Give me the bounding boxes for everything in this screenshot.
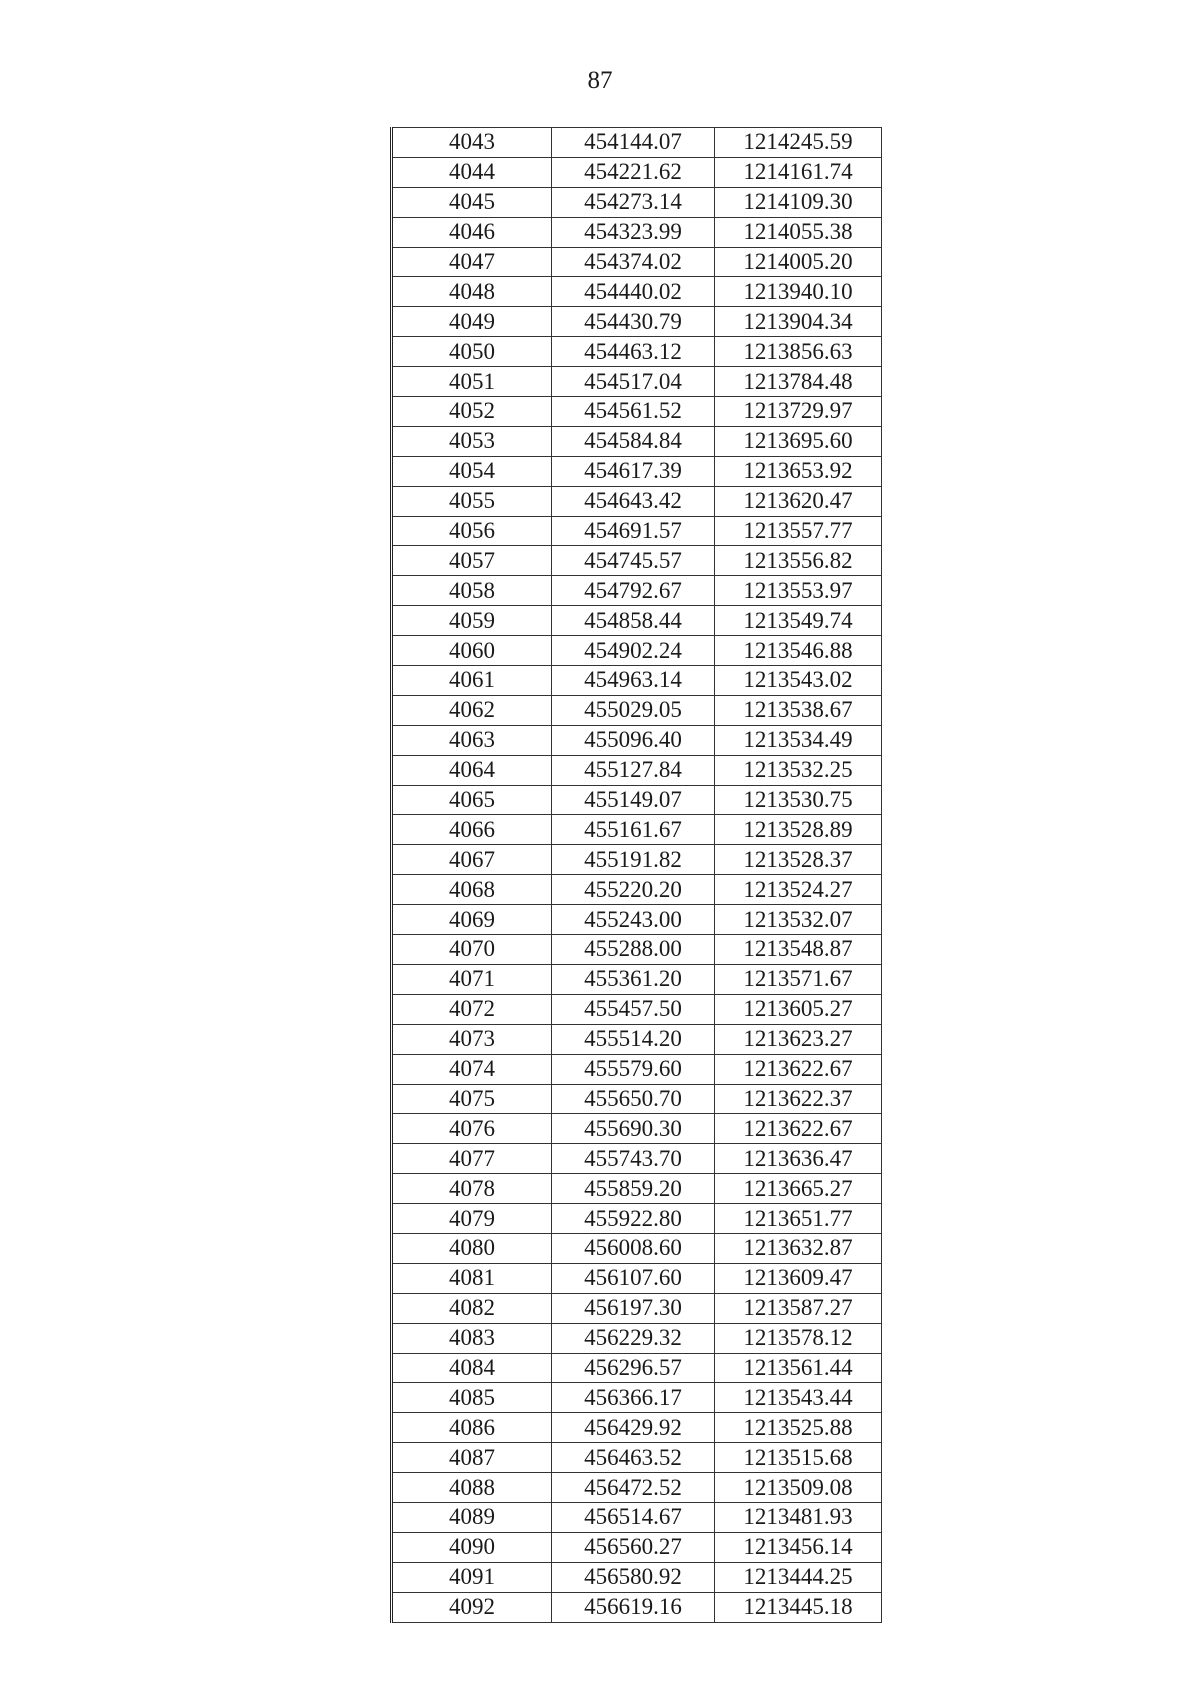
x-coordinate-cell: 455859.20 xyxy=(552,1174,715,1204)
table-row xyxy=(392,1054,882,1084)
page-number: 87 xyxy=(587,67,613,94)
x-coordinate-cell: 455161.67 xyxy=(552,815,715,845)
y-coordinate-cell: 1213532.25 xyxy=(715,755,882,785)
x-coordinate-cell: 455579.60 xyxy=(552,1054,715,1084)
table-row xyxy=(392,1592,882,1622)
point-number-cell: 4090 xyxy=(392,1532,552,1562)
point-number-cell: 4081 xyxy=(392,1263,552,1293)
y-coordinate-cell: 1214161.74 xyxy=(715,157,882,187)
table-row xyxy=(392,576,882,606)
y-coordinate-cell: 1213557.77 xyxy=(715,516,882,546)
table-row xyxy=(392,875,882,905)
table-row xyxy=(392,307,882,337)
y-coordinate-cell: 1213528.89 xyxy=(715,815,882,845)
point-number-cell: 4076 xyxy=(392,1114,552,1144)
y-coordinate-cell: 1213609.47 xyxy=(715,1263,882,1293)
x-coordinate-cell: 455220.20 xyxy=(552,875,715,905)
x-coordinate-cell: 455514.20 xyxy=(552,1024,715,1054)
point-number-cell: 4075 xyxy=(392,1084,552,1114)
table-row xyxy=(392,636,882,666)
x-coordinate-cell: 454221.62 xyxy=(552,157,715,187)
point-number-cell: 4064 xyxy=(392,755,552,785)
x-coordinate-cell: 455127.84 xyxy=(552,755,715,785)
x-coordinate-cell: 455191.82 xyxy=(552,845,715,875)
point-number-cell: 4068 xyxy=(392,875,552,905)
y-coordinate-cell: 1214005.20 xyxy=(715,247,882,277)
y-coordinate-cell: 1213632.87 xyxy=(715,1233,882,1263)
point-number-cell: 4080 xyxy=(392,1233,552,1263)
y-coordinate-cell: 1213534.49 xyxy=(715,725,882,755)
x-coordinate-cell: 455288.00 xyxy=(552,935,715,965)
table-row xyxy=(392,606,882,636)
x-coordinate-cell: 455690.30 xyxy=(552,1114,715,1144)
point-number-cell: 4071 xyxy=(392,964,552,994)
coordinates-table-body xyxy=(392,128,882,1623)
point-number-cell: 4063 xyxy=(392,725,552,755)
y-coordinate-cell: 1213548.87 xyxy=(715,935,882,965)
table-row xyxy=(392,1114,882,1144)
y-coordinate-cell: 1213445.18 xyxy=(715,1592,882,1622)
point-number-cell: 4070 xyxy=(392,935,552,965)
point-number-cell: 4053 xyxy=(392,426,552,456)
table-row xyxy=(392,157,882,187)
point-number-cell: 4058 xyxy=(392,576,552,606)
table-row xyxy=(392,1413,882,1443)
y-coordinate-cell: 1213578.12 xyxy=(715,1323,882,1353)
table-row xyxy=(392,1233,882,1263)
y-coordinate-cell: 1214109.30 xyxy=(715,187,882,217)
table-row xyxy=(392,1084,882,1114)
table-row xyxy=(392,666,882,696)
x-coordinate-cell: 456366.17 xyxy=(552,1383,715,1413)
point-number-cell: 4050 xyxy=(392,337,552,367)
x-coordinate-cell: 456429.92 xyxy=(552,1413,715,1443)
y-coordinate-cell: 1213528.37 xyxy=(715,845,882,875)
table-row xyxy=(392,725,882,755)
y-coordinate-cell: 1213665.27 xyxy=(715,1174,882,1204)
point-number-cell: 4045 xyxy=(392,187,552,217)
table-row xyxy=(392,1263,882,1293)
x-coordinate-cell: 454144.07 xyxy=(552,128,715,158)
y-coordinate-cell: 1213549.74 xyxy=(715,606,882,636)
point-number-cell: 4087 xyxy=(392,1443,552,1473)
point-number-cell: 4077 xyxy=(392,1144,552,1174)
table-row xyxy=(392,1562,882,1592)
x-coordinate-cell: 454273.14 xyxy=(552,187,715,217)
table-row xyxy=(392,845,882,875)
table-row xyxy=(392,1024,882,1054)
point-number-cell: 4092 xyxy=(392,1592,552,1622)
table-row xyxy=(392,935,882,965)
table-row xyxy=(392,128,882,158)
y-coordinate-cell: 1213605.27 xyxy=(715,994,882,1024)
point-number-cell: 4059 xyxy=(392,606,552,636)
point-number-cell: 4072 xyxy=(392,994,552,1024)
table-row xyxy=(392,546,882,576)
x-coordinate-cell: 454858.44 xyxy=(552,606,715,636)
x-coordinate-cell: 455743.70 xyxy=(552,1144,715,1174)
x-coordinate-cell: 455361.20 xyxy=(552,964,715,994)
table-row xyxy=(392,785,882,815)
y-coordinate-cell: 1213729.97 xyxy=(715,397,882,427)
coordinates-table xyxy=(390,127,882,1623)
y-coordinate-cell: 1213509.08 xyxy=(715,1473,882,1503)
table-row xyxy=(392,337,882,367)
y-coordinate-cell: 1213622.37 xyxy=(715,1084,882,1114)
x-coordinate-cell: 454463.12 xyxy=(552,337,715,367)
table-row xyxy=(392,367,882,397)
x-coordinate-cell: 456197.30 xyxy=(552,1293,715,1323)
x-coordinate-cell: 454584.84 xyxy=(552,426,715,456)
point-number-cell: 4085 xyxy=(392,1383,552,1413)
point-number-cell: 4062 xyxy=(392,695,552,725)
y-coordinate-cell: 1213622.67 xyxy=(715,1054,882,1084)
x-coordinate-cell: 456472.52 xyxy=(552,1473,715,1503)
x-coordinate-cell: 454745.57 xyxy=(552,546,715,576)
x-coordinate-cell: 456619.16 xyxy=(552,1592,715,1622)
point-number-cell: 4082 xyxy=(392,1293,552,1323)
table-row xyxy=(392,1502,882,1532)
point-number-cell: 4060 xyxy=(392,636,552,666)
x-coordinate-cell: 456463.52 xyxy=(552,1443,715,1473)
y-coordinate-cell: 1213556.82 xyxy=(715,546,882,576)
point-number-cell: 4043 xyxy=(392,128,552,158)
table-row xyxy=(392,277,882,307)
table-row xyxy=(392,456,882,486)
x-coordinate-cell: 455096.40 xyxy=(552,725,715,755)
point-number-cell: 4056 xyxy=(392,516,552,546)
x-coordinate-cell: 454323.99 xyxy=(552,217,715,247)
point-number-cell: 4049 xyxy=(392,307,552,337)
x-coordinate-cell: 454643.42 xyxy=(552,486,715,516)
table-row xyxy=(392,905,882,935)
point-number-cell: 4065 xyxy=(392,785,552,815)
table-row xyxy=(392,815,882,845)
x-coordinate-cell: 456229.32 xyxy=(552,1323,715,1353)
table-row xyxy=(392,1532,882,1562)
table-row xyxy=(392,1174,882,1204)
table-row xyxy=(392,1443,882,1473)
x-coordinate-cell: 456107.60 xyxy=(552,1263,715,1293)
point-number-cell: 4047 xyxy=(392,247,552,277)
x-coordinate-cell: 456514.67 xyxy=(552,1502,715,1532)
table-row xyxy=(392,1144,882,1174)
y-coordinate-cell: 1213532.07 xyxy=(715,905,882,935)
x-coordinate-cell: 454963.14 xyxy=(552,666,715,696)
point-number-cell: 4066 xyxy=(392,815,552,845)
x-coordinate-cell: 455650.70 xyxy=(552,1084,715,1114)
table-row xyxy=(392,247,882,277)
table-row xyxy=(392,426,882,456)
x-coordinate-cell: 454617.39 xyxy=(552,456,715,486)
y-coordinate-cell: 1213587.27 xyxy=(715,1293,882,1323)
point-number-cell: 4054 xyxy=(392,456,552,486)
point-number-cell: 4046 xyxy=(392,217,552,247)
x-coordinate-cell: 456008.60 xyxy=(552,1233,715,1263)
table-row xyxy=(392,695,882,725)
y-coordinate-cell: 1213538.67 xyxy=(715,695,882,725)
y-coordinate-cell: 1214055.38 xyxy=(715,217,882,247)
point-number-cell: 4083 xyxy=(392,1323,552,1353)
table-row xyxy=(392,1353,882,1383)
x-coordinate-cell: 455457.50 xyxy=(552,994,715,1024)
y-coordinate-cell: 1213904.34 xyxy=(715,307,882,337)
x-coordinate-cell: 454902.24 xyxy=(552,636,715,666)
point-number-cell: 4079 xyxy=(392,1204,552,1234)
table-row xyxy=(392,1383,882,1413)
y-coordinate-cell: 1213543.44 xyxy=(715,1383,882,1413)
point-number-cell: 4078 xyxy=(392,1174,552,1204)
y-coordinate-cell: 1213561.44 xyxy=(715,1353,882,1383)
y-coordinate-cell: 1213636.47 xyxy=(715,1144,882,1174)
table-row xyxy=(392,964,882,994)
y-coordinate-cell: 1213530.75 xyxy=(715,785,882,815)
y-coordinate-cell: 1213524.27 xyxy=(715,875,882,905)
point-number-cell: 4086 xyxy=(392,1413,552,1443)
point-number-cell: 4057 xyxy=(392,546,552,576)
table-row xyxy=(392,994,882,1024)
point-number-cell: 4069 xyxy=(392,905,552,935)
y-coordinate-cell: 1213651.77 xyxy=(715,1204,882,1234)
y-coordinate-cell: 1213695.60 xyxy=(715,426,882,456)
x-coordinate-cell: 455922.80 xyxy=(552,1204,715,1234)
x-coordinate-cell: 454440.02 xyxy=(552,277,715,307)
table-row xyxy=(392,217,882,247)
point-number-cell: 4052 xyxy=(392,397,552,427)
point-number-cell: 4067 xyxy=(392,845,552,875)
x-coordinate-cell: 454691.57 xyxy=(552,516,715,546)
x-coordinate-cell: 454374.02 xyxy=(552,247,715,277)
point-number-cell: 4061 xyxy=(392,666,552,696)
table-row xyxy=(392,397,882,427)
y-coordinate-cell: 1213456.14 xyxy=(715,1532,882,1562)
y-coordinate-cell: 1213784.48 xyxy=(715,367,882,397)
y-coordinate-cell: 1213571.67 xyxy=(715,964,882,994)
table-row xyxy=(392,1473,882,1503)
point-number-cell: 4073 xyxy=(392,1024,552,1054)
x-coordinate-cell: 455149.07 xyxy=(552,785,715,815)
table-row xyxy=(392,187,882,217)
y-coordinate-cell: 1213481.93 xyxy=(715,1502,882,1532)
x-coordinate-cell: 456296.57 xyxy=(552,1353,715,1383)
y-coordinate-cell: 1213856.63 xyxy=(715,337,882,367)
table-row xyxy=(392,516,882,546)
x-coordinate-cell: 455029.05 xyxy=(552,695,715,725)
y-coordinate-cell: 1213543.02 xyxy=(715,666,882,696)
y-coordinate-cell: 1213622.67 xyxy=(715,1114,882,1144)
y-coordinate-cell: 1213525.88 xyxy=(715,1413,882,1443)
point-number-cell: 4055 xyxy=(392,486,552,516)
y-coordinate-cell: 1213620.47 xyxy=(715,486,882,516)
y-coordinate-cell: 1213623.27 xyxy=(715,1024,882,1054)
y-coordinate-cell: 1213515.68 xyxy=(715,1443,882,1473)
x-coordinate-cell: 455243.00 xyxy=(552,905,715,935)
x-coordinate-cell: 454430.79 xyxy=(552,307,715,337)
point-number-cell: 4089 xyxy=(392,1502,552,1532)
table-row xyxy=(392,1293,882,1323)
x-coordinate-cell: 456580.92 xyxy=(552,1562,715,1592)
x-coordinate-cell: 456560.27 xyxy=(552,1532,715,1562)
x-coordinate-cell: 454792.67 xyxy=(552,576,715,606)
table-row xyxy=(392,1323,882,1353)
point-number-cell: 4048 xyxy=(392,277,552,307)
y-coordinate-cell: 1213444.25 xyxy=(715,1562,882,1592)
point-number-cell: 4074 xyxy=(392,1054,552,1084)
point-number-cell: 4051 xyxy=(392,367,552,397)
point-number-cell: 4084 xyxy=(392,1353,552,1383)
table-row xyxy=(392,755,882,785)
y-coordinate-cell: 1213546.88 xyxy=(715,636,882,666)
point-number-cell: 4091 xyxy=(392,1562,552,1592)
y-coordinate-cell: 1213553.97 xyxy=(715,576,882,606)
x-coordinate-cell: 454517.04 xyxy=(552,367,715,397)
table-row xyxy=(392,1204,882,1234)
point-number-cell: 4088 xyxy=(392,1473,552,1503)
table-row xyxy=(392,486,882,516)
point-number-cell: 4044 xyxy=(392,157,552,187)
y-coordinate-cell: 1213940.10 xyxy=(715,277,882,307)
x-coordinate-cell: 454561.52 xyxy=(552,397,715,427)
y-coordinate-cell: 1213653.92 xyxy=(715,456,882,486)
y-coordinate-cell: 1214245.59 xyxy=(715,128,882,158)
